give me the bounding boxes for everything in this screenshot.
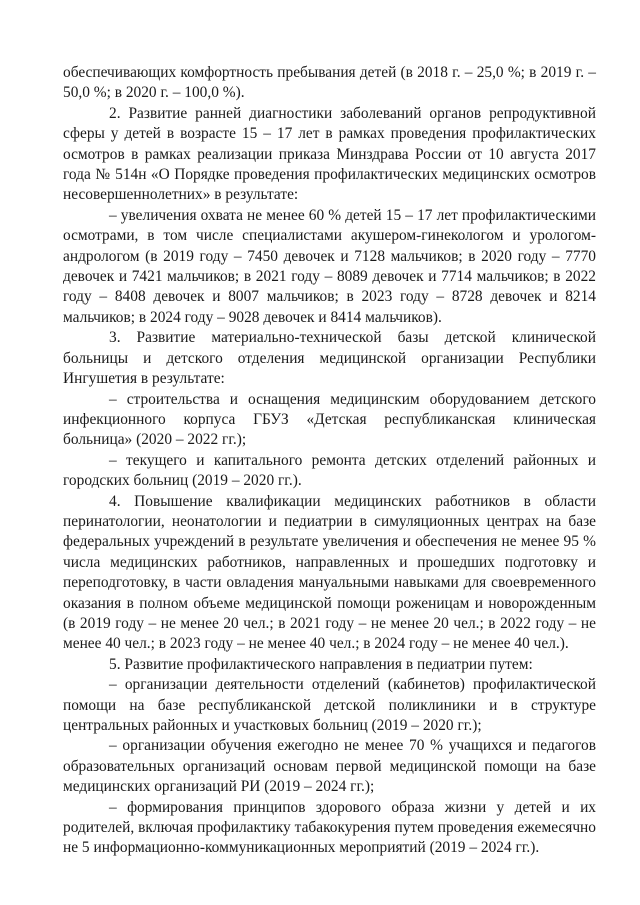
paragraph-item-2-bullet: – увеличения охвата не менее 60 % детей 15 – 17 лет профилактическими осмотрами, в том числе специалистами акушером-гинекологом и урологом-андрологом (в 2019 году – 7450 девочек и 7128 мальчиков; в 2020 году – 7770 девочек и 7421 мальчиков; в 2021 году – 8089 девочек и 7714 мальчиков; в 2022 году – 8408 девочек и 8007 мальчиков; в 2023 году – 8728 девочек и 8214 мальчиков; в 2024 году – 9028 девочек и 8414 мальчиков). [63,206,596,326]
paragraph-item-2: 2. Развитие ранней диагностики заболеваний органов репродуктивной сферы у детей в возрасте 15 – 17 лет в рамках проведения профилактических осмотров в рамках реализации приказа Минздрава России от 10 августа 2017 года № 514н «О Порядке проведения профилактических медицинских осмотров несовершеннолетних» в результате: [63,104,596,204]
paragraph-item-5: 5. Развитие профилактического направления в педиатрии путем: [109,655,533,673]
paragraph-item-3: 3. Развитие материально-технической базы детской клинической больницы и детского отделения медицинской организации Республики Ингушетия в результате: [63,329,596,388]
paragraph-item-5-bullet-3: – формирования принципов здорового образа жизни у детей и их родителей, включая профилактику табакокурения путем проведения ежемесячно не 5 информационно-коммуникационных мероприятий (2019 – 2024 гг.). [63,798,596,857]
paragraph-item-4: 4. Повышение квалификации медицинских работников в области перинатологии, неонатологии и педиатрии в симуляционных центрах на базе федеральных учреждений в результате увеличения и обеспечения не менее 95 % числа медицинских работников, направленных и прошедших подготовку и переподготовку, в части овладения мануальными навыками для своевременного оказания в полном объеме медицинской помощи роженицам и новорожденным (в 2019 году – не менее 20 чел.; в 2021 году – не менее 20 чел.; в 2022 году – не менее 40 чел.; в 2023 году – не менее 40 чел.; в 2024 году – не менее 40 чел.). [63,492,596,653]
paragraph-item-5-bullet-2: – организации обучения ежегодно не менее 70 % учащихся и педагогов образовательных организаций основам первой медицинской помощи на базе медицинских организаций РИ (2019 – 2024 гг.); [63,737,596,796]
paragraph-item-3-bullet-2: – текущего и капитального ремонта детских отделений районных и городских больниц (2019 – 2020 гг.). [63,451,596,490]
paragraph-item-3-bullet-1: – строительства и оснащения медицинским оборудованием детского инфекционного корпуса ГБУЗ «Детская республиканская клиническая больница» (2020 – 2022 гг.); [63,390,596,449]
paragraph-continuation: обеспечивающих комфортность пребывания детей (в 2018 г. – 25,0 %; в 2019 г. – 50,0 %; в 2020 г. – 100,0 %). [63,64,596,102]
document-body [63,63,596,859]
paragraph-item-5-bullet-1: – организации деятельности отделений (кабинетов) профилактической помощи на базе республиканской детской поликлиники и в структуре центральных районных и участковых больниц (2019 – 2020 гг.); [63,676,596,734]
